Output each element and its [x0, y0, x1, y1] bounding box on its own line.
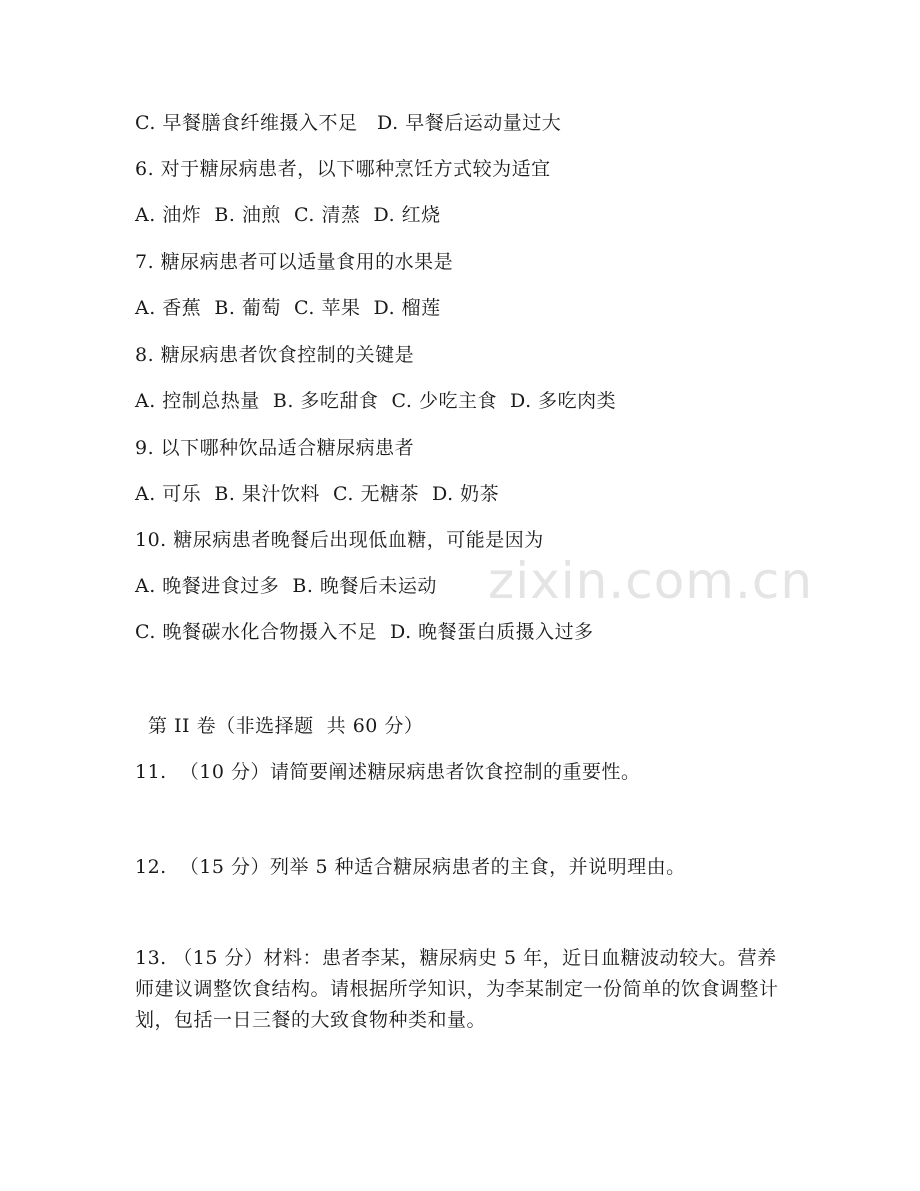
q6-stem: 6. 对于糖尿病患者，以下哪种烹饪方式较为适宜	[135, 158, 551, 180]
q6-options: A. 油炸 B. 油煎 C. 清蒸 D. 红烧	[135, 204, 441, 226]
q10-options-cd: C. 晚餐碳水化合物摄入不足 D. 晚餐蛋白质摄入过多	[135, 621, 594, 643]
watermark-text: zixin.com.cn	[488, 552, 814, 610]
question-13: 13. （15 分）材料：患者李某，糖尿病史 5 年，近日血糖波动较大。营养师建议调整饮食结构。请根据所学知识，为李某制定一份简单的饮食调整计划，包括一日三餐的大致食物种类和量。	[135, 947, 779, 1031]
q9-options: A. 可乐 B. 果汁饮料 C. 无糖茶 D. 奶茶	[135, 483, 500, 505]
q8-options: A. 控制总热量 B. 多吃甜食 C. 少吃主食 D. 多吃肉类	[135, 390, 617, 412]
q5-options-cd: C. 早餐膳食纤维摄入不足 D. 早餐后运动量过大	[135, 112, 562, 134]
section-title: 第 II 卷（非选择题 共 60 分）	[148, 715, 424, 737]
q7-stem: 7. 糖尿病患者可以适量食用的水果是	[135, 251, 454, 273]
q8-stem: 8. 糖尿病患者饮食控制的关键是	[135, 344, 415, 366]
question-11: 11. （10 分）请简要阐述糖尿病患者饮食控制的重要性。	[135, 761, 641, 783]
q10-stem: 10. 糖尿病患者晚餐后出现低血糖，可能是因为	[135, 529, 544, 551]
q10-options-ab: A. 晚餐进食过多 B. 晚餐后未运动	[135, 575, 437, 597]
q7-options: A. 香蕉 B. 葡萄 C. 苹果 D. 榴莲	[135, 297, 441, 319]
q9-stem: 9. 以下哪种饮品适合糖尿病患者	[135, 437, 415, 459]
question-12: 12. （15 分）列举 5 种适合糖尿病患者的主食，并说明理由。	[135, 856, 686, 878]
